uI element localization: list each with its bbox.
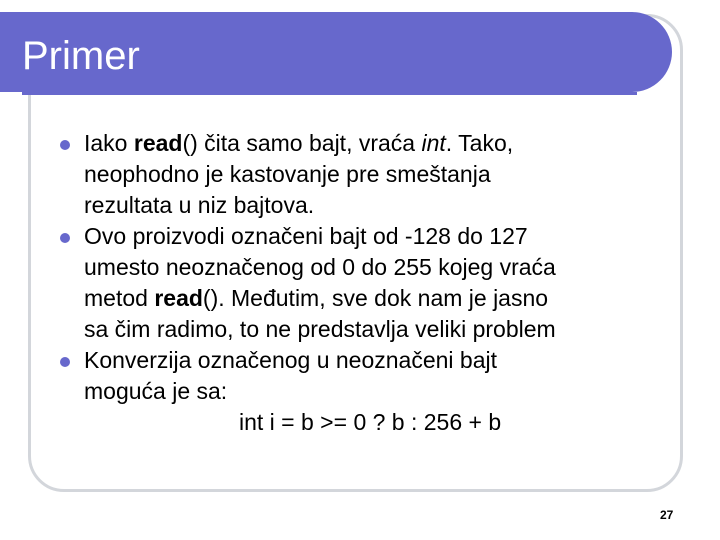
bullet-line: Konverzija označenog u neoznačeni bajt — [84, 347, 498, 373]
code-keyword: read — [133, 130, 183, 156]
code-keyword: read — [154, 285, 203, 311]
title-underline — [22, 92, 637, 95]
bullet-dot-icon — [60, 140, 70, 150]
bullet-line — [84, 283, 661, 314]
text-run: . Tako, — [445, 130, 514, 156]
text-run: () čita samo bajt, vraća — [182, 130, 422, 156]
bullet-line: neophodno je kastovanje pre smeštanja — [84, 161, 491, 187]
bullet-line: sa čim radimo, to ne predstavlja veliki problem — [84, 316, 556, 342]
bullet-line: rezultata u niz bajtova. — [84, 192, 315, 218]
bullet-item — [61, 128, 661, 221]
bullet-dot-icon — [60, 357, 70, 367]
page-number: 27 — [660, 508, 674, 522]
bullet-item — [61, 345, 661, 438]
slide-content — [61, 128, 661, 438]
slide-title: Primer — [22, 34, 140, 78]
bullet-line: Ovo proizvodi označeni bajt od -128 do 127 — [84, 223, 528, 249]
bullet-item — [61, 221, 661, 345]
text-run: (). Međutim, sve dok nam je jasno — [202, 285, 549, 311]
text-run: metod — [84, 285, 155, 311]
bullet-dot-icon — [60, 233, 70, 243]
code-expression: int i = b >= 0 ? b : 256 + b — [239, 409, 502, 435]
text-run: Iako — [84, 130, 134, 156]
type-keyword: int — [421, 130, 446, 156]
bullet-line: moguća je sa: — [84, 378, 228, 404]
bullet-line — [84, 128, 661, 159]
bullet-line: umesto neoznačenog od 0 do 255 kojeg vraća — [84, 254, 556, 280]
